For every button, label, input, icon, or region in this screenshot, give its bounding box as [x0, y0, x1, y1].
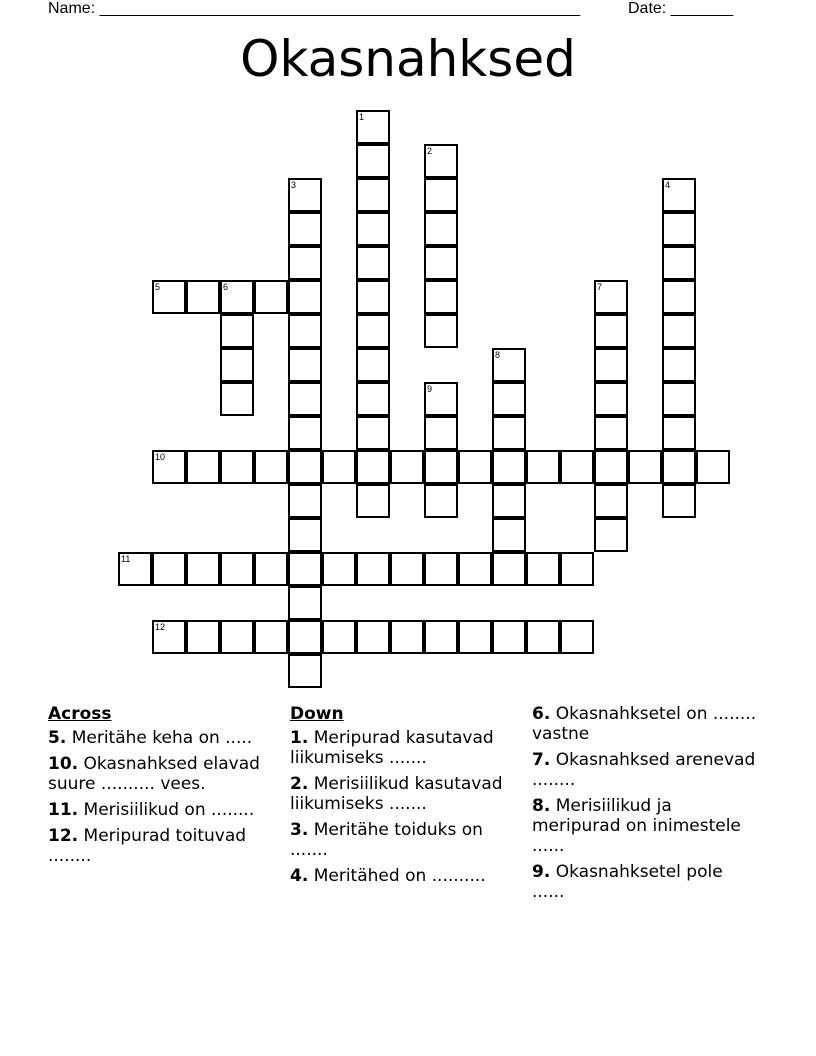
- clue-text: Meritähed on ..........: [313, 866, 486, 886]
- grid-cell[interactable]: [356, 314, 390, 348]
- grid-cell[interactable]: [288, 212, 322, 246]
- clue-down-7: 7. Okasnahksed arenevad ........: [532, 750, 756, 790]
- grid-cell[interactable]: [288, 654, 322, 688]
- grid-cell[interactable]: [288, 518, 322, 552]
- grid-cell[interactable]: [662, 280, 696, 314]
- clue-number: 5: [48, 728, 60, 748]
- grid-cell[interactable]: [152, 280, 186, 314]
- grid-cell[interactable]: [152, 450, 186, 484]
- grid-cell[interactable]: [424, 246, 458, 280]
- across-heading: Across: [48, 704, 112, 724]
- grid-cell[interactable]: [356, 552, 390, 586]
- clue-number-label: 10: [155, 452, 166, 462]
- grid-cell[interactable]: [662, 348, 696, 382]
- grid-cell[interactable]: [288, 382, 322, 416]
- grid-cell[interactable]: [526, 620, 560, 654]
- clue-number-label: 3: [291, 180, 297, 190]
- grid-cell[interactable]: [288, 348, 322, 382]
- grid-cell[interactable]: [322, 450, 356, 484]
- grid-cell[interactable]: [356, 416, 390, 450]
- grid-cell[interactable]: [152, 552, 186, 586]
- grid-cell[interactable]: [254, 450, 288, 484]
- grid-cell[interactable]: [662, 382, 696, 416]
- grid-cell[interactable]: [356, 178, 390, 212]
- grid-cell[interactable]: [594, 382, 628, 416]
- grid-cell[interactable]: [356, 280, 390, 314]
- grid-cell[interactable]: [356, 246, 390, 280]
- clue-number-label: 12: [155, 622, 166, 632]
- clue-number-label: 6: [223, 282, 229, 292]
- grid-cell[interactable]: [594, 484, 628, 518]
- down-clues: [290, 704, 518, 892]
- grid-cell[interactable]: [492, 416, 526, 450]
- grid-cell[interactable]: [288, 484, 322, 518]
- grid-cell[interactable]: [254, 552, 288, 586]
- clue-down-1: 1. Meripurad kasutavad liikumiseks .......: [290, 728, 494, 768]
- grid-cell[interactable]: [220, 620, 254, 654]
- clue-down-6: 6. Okasnahksetel on ........ vastne: [532, 704, 757, 744]
- grid-cell[interactable]: [424, 450, 458, 484]
- clue-text: Meritähe keha on .....: [71, 728, 253, 748]
- grid-cell[interactable]: [390, 552, 424, 586]
- down-clues-continued: [532, 704, 760, 908]
- clue-number-label: 8: [495, 350, 501, 360]
- grid-cell[interactable]: [594, 416, 628, 450]
- grid-cell[interactable]: [288, 314, 322, 348]
- clue-number: 2: [290, 774, 302, 794]
- grid-cell[interactable]: [526, 552, 560, 586]
- clue-text: Okasnahksetel on ........ vastne: [532, 704, 757, 744]
- clue-text: Okasnahksed arenevad ........: [532, 750, 756, 790]
- clue-across-10: 10. Okasnahksed elavad suure .......... vees.: [48, 754, 260, 794]
- grid-cell[interactable]: [492, 348, 526, 382]
- grid-cell[interactable]: [594, 280, 628, 314]
- clue-number-label: 7: [597, 282, 603, 292]
- clue-number: 6: [532, 704, 544, 724]
- grid-cell[interactable]: [322, 620, 356, 654]
- across-clues: [48, 704, 276, 872]
- grid-cell[interactable]: [356, 620, 390, 654]
- clue-number: 9: [532, 862, 544, 882]
- grid-cell[interactable]: [424, 484, 458, 518]
- grid-cell[interactable]: [560, 450, 594, 484]
- grid-cell[interactable]: [560, 552, 594, 586]
- down-heading: Down: [290, 704, 344, 724]
- clue-text: Merisiilikud ja meripurad on inimestele ......: [532, 796, 741, 856]
- grid-cell[interactable]: [492, 518, 526, 552]
- grid-cell[interactable]: [662, 178, 696, 212]
- clue-down-8: 8. Merisiilikud ja meripurad on inimestele ......: [532, 796, 741, 856]
- clue-number: 4: [290, 866, 302, 886]
- clue-number-label: 9: [427, 384, 433, 394]
- grid-cell[interactable]: [288, 416, 322, 450]
- grid-cell[interactable]: [662, 484, 696, 518]
- page-title: Okasnahksed: [240, 30, 576, 88]
- grid-cell[interactable]: [662, 246, 696, 280]
- grid-cell[interactable]: [288, 450, 322, 484]
- clue-number-label: 5: [155, 282, 161, 292]
- grid-cell[interactable]: [254, 280, 288, 314]
- grid-cell[interactable]: [492, 484, 526, 518]
- grid-cell[interactable]: [458, 620, 492, 654]
- grid-cell[interactable]: [424, 552, 458, 586]
- grid-cell[interactable]: [424, 314, 458, 348]
- grid-cell[interactable]: [186, 280, 220, 314]
- clue-number-label: 11: [121, 554, 131, 564]
- grid-cell[interactable]: [390, 450, 424, 484]
- grid-cell[interactable]: [662, 212, 696, 246]
- grid-cell[interactable]: [424, 212, 458, 246]
- clue-number: 1: [290, 728, 302, 748]
- grid-cell[interactable]: [424, 178, 458, 212]
- grid-cell[interactable]: [152, 620, 186, 654]
- name-field: Name: ______________________________________________________: [48, 0, 581, 17]
- date-field: Date: _______: [628, 0, 733, 17]
- grid-cell[interactable]: [356, 212, 390, 246]
- grid-cell[interactable]: [288, 280, 322, 314]
- clue-text: Merisiilikud on ........: [83, 800, 255, 820]
- grid-cell[interactable]: [458, 450, 492, 484]
- grid-cell[interactable]: [560, 620, 594, 654]
- grid-cell[interactable]: [288, 552, 322, 586]
- grid-cell[interactable]: [390, 620, 424, 654]
- grid-cell[interactable]: [594, 314, 628, 348]
- grid-cell[interactable]: [186, 450, 220, 484]
- grid-cell[interactable]: [288, 178, 322, 212]
- grid-cell[interactable]: [356, 110, 390, 144]
- grid-cell[interactable]: [186, 620, 220, 654]
- clue-text: Meritähe toiduks on .......: [290, 820, 483, 860]
- grid-cell[interactable]: [220, 280, 254, 314]
- grid-cell[interactable]: [254, 620, 288, 654]
- grid-cell[interactable]: [492, 552, 526, 586]
- grid-cell[interactable]: [356, 484, 390, 518]
- clue-number-label: 1: [359, 112, 365, 122]
- grid-cell[interactable]: [322, 552, 356, 586]
- grid-cell[interactable]: [118, 552, 152, 586]
- grid-cell[interactable]: [662, 416, 696, 450]
- grid-cell[interactable]: [288, 586, 322, 620]
- grid-cell[interactable]: [662, 450, 696, 484]
- grid-cell[interactable]: [594, 518, 628, 552]
- grid-cell[interactable]: [356, 450, 390, 484]
- clue-text: Meripurad kasutavad liikumiseks .......: [290, 728, 494, 768]
- grid-cell[interactable]: [424, 382, 458, 416]
- grid-cell[interactable]: [662, 314, 696, 348]
- grid-cell[interactable]: [594, 348, 628, 382]
- grid-cell[interactable]: [186, 552, 220, 586]
- grid-cell[interactable]: [356, 382, 390, 416]
- clue-number: 12: [48, 826, 72, 846]
- grid-cell[interactable]: [220, 552, 254, 586]
- clue-text: Meripurad toituvad ........: [48, 826, 247, 866]
- clue-text: Merisiilikud kasutavad liikumiseks .......: [290, 774, 503, 814]
- grid-cell[interactable]: [220, 450, 254, 484]
- grid-cell[interactable]: [220, 348, 254, 382]
- grid-cell[interactable]: [424, 416, 458, 450]
- grid-cell[interactable]: [288, 620, 322, 654]
- clue-number: 8: [532, 796, 544, 816]
- clue-down-2: 2. Merisiilikud kasutavad liikumiseks .......: [290, 774, 503, 814]
- grid-cell[interactable]: [424, 280, 458, 314]
- clue-number: 3: [290, 820, 302, 840]
- clue-number: 7: [532, 750, 544, 770]
- clue-down-9: 9. Okasnahksetel pole ......: [532, 862, 723, 902]
- clue-across-12: 12. Meripurad toituvad ........: [48, 826, 247, 866]
- clue-text: Okasnahksetel pole ......: [532, 862, 723, 902]
- clue-down-3: 3. Meritähe toiduks on .......: [290, 820, 483, 860]
- grid-cell[interactable]: [220, 314, 254, 348]
- grid-cell[interactable]: [424, 620, 458, 654]
- grid-cell[interactable]: [594, 450, 628, 484]
- grid-cell[interactable]: [492, 620, 526, 654]
- grid-cell[interactable]: [424, 144, 458, 178]
- clue-down-4: 4. Meritähed on ..........: [290, 866, 486, 886]
- grid-cell[interactable]: [628, 450, 662, 484]
- clue-across-11: 11. Merisiilikud on ........: [48, 800, 255, 820]
- grid-cell[interactable]: [492, 450, 526, 484]
- grid-cell[interactable]: [288, 246, 322, 280]
- grid-cell[interactable]: [458, 552, 492, 586]
- clue-across-5: 5. Meritähe keha on .....: [48, 728, 253, 748]
- clue-text: Okasnahksed elavad suure .......... vees.: [48, 754, 260, 794]
- grid-cell[interactable]: [526, 450, 560, 484]
- grid-cell[interactable]: [356, 144, 390, 178]
- clue-number-label: 4: [665, 180, 671, 190]
- clue-number: 10: [48, 754, 72, 774]
- grid-cell[interactable]: [220, 382, 254, 416]
- grid-cell[interactable]: [696, 450, 730, 484]
- clue-number-label: 2: [427, 146, 433, 156]
- clue-number: 11: [48, 800, 72, 820]
- grid-cell[interactable]: [492, 382, 526, 416]
- grid-cell[interactable]: [356, 348, 390, 382]
